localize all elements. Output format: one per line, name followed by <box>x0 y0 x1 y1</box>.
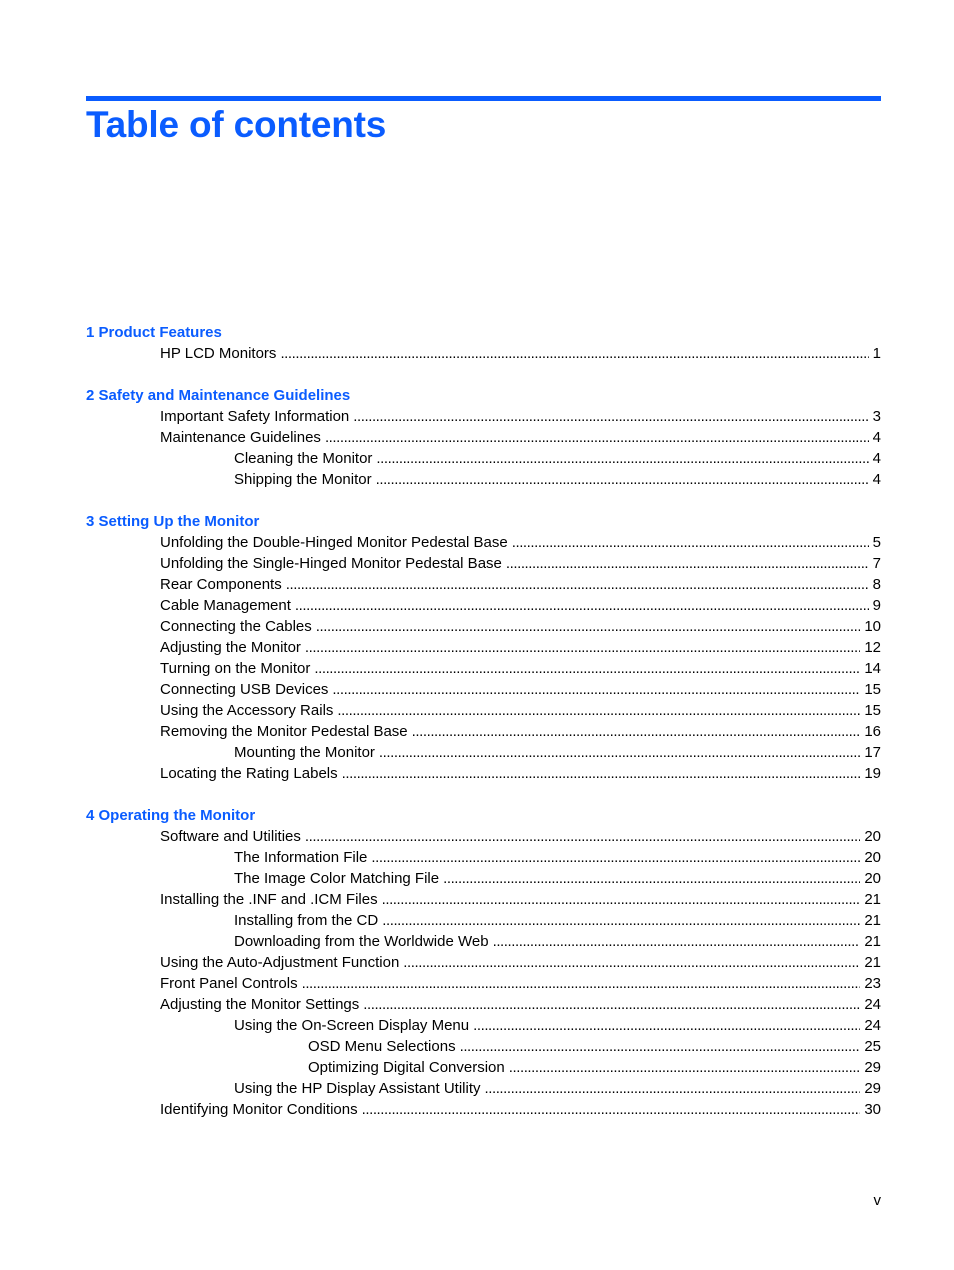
toc-leader-dots <box>484 1078 860 1099</box>
toc-entry-title: Unfolding the Single-Hinged Monitor Pedestal Base <box>160 555 502 572</box>
toc-entry-page: 15 <box>864 681 881 698</box>
toc-entry-page: 7 <box>872 555 881 572</box>
toc-entry[interactable] <box>308 1036 881 1057</box>
toc-chapter <box>0 511 954 784</box>
toc-entry-title: Identifying Monitor Conditions <box>160 1101 358 1118</box>
toc-leader-dots <box>342 763 861 784</box>
toc-entry[interactable] <box>160 595 881 616</box>
toc-entry-page: 29 <box>864 1059 881 1076</box>
toc-entry-page: 24 <box>864 1017 881 1034</box>
toc-entry[interactable] <box>160 343 881 364</box>
toc-entry-title: Adjusting the Monitor <box>160 639 301 656</box>
toc-chapter-heading[interactable]: 4 Operating the Monitor <box>86 807 256 824</box>
toc-leader-dots <box>332 679 860 700</box>
toc-leader-dots <box>337 700 860 721</box>
toc-entry-page: 25 <box>864 1038 881 1055</box>
toc-leader-dots <box>403 952 860 973</box>
toc-entry[interactable] <box>160 553 881 574</box>
toc-entry[interactable] <box>160 532 881 553</box>
toc-entry[interactable] <box>160 658 881 679</box>
toc-entry-page: 29 <box>864 1080 881 1097</box>
toc-entry[interactable] <box>160 889 881 910</box>
toc-leader-dots <box>302 973 861 994</box>
toc-entry-page: 21 <box>864 933 881 950</box>
toc-entry-page: 9 <box>872 597 881 614</box>
toc-entry-title: Locating the Rating Labels <box>160 765 338 782</box>
toc-leader-dots <box>363 994 860 1015</box>
toc-leader-dots <box>316 616 861 637</box>
toc-entry-title: Shipping the Monitor <box>234 471 372 488</box>
toc-leader-dots <box>286 574 869 595</box>
toc-entry-page: 24 <box>864 996 881 1013</box>
toc-list <box>0 322 954 1141</box>
toc-entry-page: 21 <box>864 954 881 971</box>
toc-leader-dots <box>493 931 861 952</box>
toc-entry-title: Software and Utilities <box>160 828 301 845</box>
toc-entry-title: HP LCD Monitors <box>160 345 277 362</box>
toc-leader-dots <box>506 553 869 574</box>
toc-entry-title: Turning on the Monitor <box>160 660 311 677</box>
toc-entry-page: 19 <box>864 765 881 782</box>
toc-entry-page: 4 <box>872 471 881 488</box>
toc-entry-title: Unfolding the Double-Hinged Monitor Pedestal Base <box>160 534 508 551</box>
toc-entry-title: Cleaning the Monitor <box>234 450 373 467</box>
toc-entry-title: Installing the .INF and .ICM Files <box>160 891 378 908</box>
toc-leader-dots <box>379 742 860 763</box>
toc-entry-page: 16 <box>864 723 881 740</box>
toc-entry-title: Adjusting the Monitor Settings <box>160 996 360 1013</box>
toc-leader-dots <box>382 910 860 931</box>
toc-entry-page: 10 <box>864 618 881 635</box>
toc-entry-page: 21 <box>864 891 881 908</box>
toc-entry-page: 12 <box>864 639 881 656</box>
toc-entry[interactable] <box>234 931 881 952</box>
toc-leader-dots <box>305 637 860 658</box>
toc-leader-dots <box>371 847 860 868</box>
toc-leader-dots <box>473 1015 860 1036</box>
toc-entry[interactable] <box>160 406 881 427</box>
toc-entry-title: Cable Management <box>160 597 291 614</box>
toc-chapter-heading[interactable]: 2 Safety and Maintenance Guidelines <box>86 387 351 404</box>
toc-entry-page: 23 <box>864 975 881 992</box>
toc-entry[interactable] <box>234 1078 881 1099</box>
toc-entry[interactable] <box>160 763 881 784</box>
toc-chapter-heading[interactable]: 1 Product Features <box>86 324 222 341</box>
toc-entry[interactable] <box>160 721 881 742</box>
toc-entry-page: 21 <box>864 912 881 929</box>
toc-entry[interactable] <box>160 973 881 994</box>
toc-chapter <box>0 322 954 364</box>
toc-entry-page: 5 <box>872 534 881 551</box>
toc-leader-dots <box>362 1099 861 1120</box>
toc-chapter <box>0 385 954 490</box>
toc-entry[interactable] <box>160 952 881 973</box>
toc-entry[interactable] <box>160 1099 881 1120</box>
toc-entry-title: Removing the Monitor Pedestal Base <box>160 723 408 740</box>
toc-entry-title: OSD Menu Selections <box>308 1038 456 1055</box>
toc-leader-dots <box>460 1036 861 1057</box>
toc-entry-page: 20 <box>864 828 881 845</box>
toc-entry[interactable] <box>234 910 881 931</box>
toc-leader-dots <box>280 343 868 364</box>
toc-entry-title: Using the HP Display Assistant Utility <box>234 1080 481 1097</box>
toc-entry[interactable] <box>234 847 881 868</box>
toc-entry-title: Front Panel Controls <box>160 975 298 992</box>
toc-entry[interactable] <box>234 469 881 490</box>
page-title: Table of contents <box>86 104 387 145</box>
toc-entry-page: 20 <box>864 870 881 887</box>
toc-entry-page: 4 <box>872 450 881 467</box>
toc-entry-page: 20 <box>864 849 881 866</box>
toc-leader-dots <box>382 889 861 910</box>
toc-entry-title: The Image Color Matching File <box>234 870 440 887</box>
toc-entry-title: Using the On-Screen Display Menu <box>234 1017 470 1034</box>
toc-entry[interactable] <box>160 826 881 847</box>
toc-entry[interactable] <box>160 994 881 1015</box>
toc-entry-title: Using the Accessory Rails <box>160 702 334 719</box>
toc-entry-title: Installing from the CD <box>234 912 379 929</box>
toc-entry-title: The Information File <box>234 849 368 866</box>
toc-leader-dots <box>512 532 869 553</box>
toc-entry-title: Downloading from the Worldwide Web <box>234 933 489 950</box>
toc-leader-dots <box>509 1057 861 1078</box>
toc-entry-page: 3 <box>872 408 881 425</box>
toc-entry-title: Optimizing Digital Conversion <box>308 1059 505 1076</box>
toc-leader-dots <box>443 868 860 889</box>
toc-entry-page: 1 <box>872 345 881 362</box>
toc-entry[interactable] <box>234 742 881 763</box>
toc-entry[interactable] <box>160 700 881 721</box>
toc-entry-page: 14 <box>864 660 881 677</box>
toc-leader-dots <box>295 595 869 616</box>
toc-leader-dots <box>305 826 860 847</box>
toc-entry[interactable] <box>160 574 881 595</box>
toc-entry[interactable] <box>160 679 881 700</box>
toc-leader-dots <box>325 427 869 448</box>
toc-entry[interactable] <box>160 637 881 658</box>
toc-entry-title: Using the Auto-Adjustment Function <box>160 954 400 971</box>
toc-entry[interactable] <box>160 616 881 637</box>
toc-entry-page: 17 <box>864 744 881 761</box>
toc-entry-title: Mounting the Monitor <box>234 744 375 761</box>
toc-entry[interactable] <box>234 868 881 889</box>
toc-entry-page: 30 <box>864 1101 881 1118</box>
toc-entry[interactable] <box>234 1015 881 1036</box>
toc-entry[interactable] <box>160 427 881 448</box>
page-number: v <box>873 1192 881 1209</box>
toc-entry-title: Important Safety Information <box>160 408 350 425</box>
toc-entry-title: Connecting the Cables <box>160 618 312 635</box>
toc-entry-page: 8 <box>872 576 881 593</box>
toc-entry-title: Rear Components <box>160 576 282 593</box>
toc-entry-page: 15 <box>864 702 881 719</box>
toc-chapter-heading[interactable]: 3 Setting Up the Monitor <box>86 513 260 530</box>
toc-leader-dots <box>376 448 868 469</box>
toc-entry[interactable] <box>308 1057 881 1078</box>
toc-leader-dots <box>376 469 869 490</box>
toc-leader-dots <box>314 658 860 679</box>
toc-entry-title: Connecting USB Devices <box>160 681 329 698</box>
toc-entry-page: 4 <box>872 429 881 446</box>
toc-leader-dots <box>412 721 861 742</box>
toc-leader-dots <box>353 406 868 427</box>
toc-entry[interactable] <box>234 448 881 469</box>
toc-chapter <box>0 805 954 1120</box>
toc-entry-title: Maintenance Guidelines <box>160 429 321 446</box>
